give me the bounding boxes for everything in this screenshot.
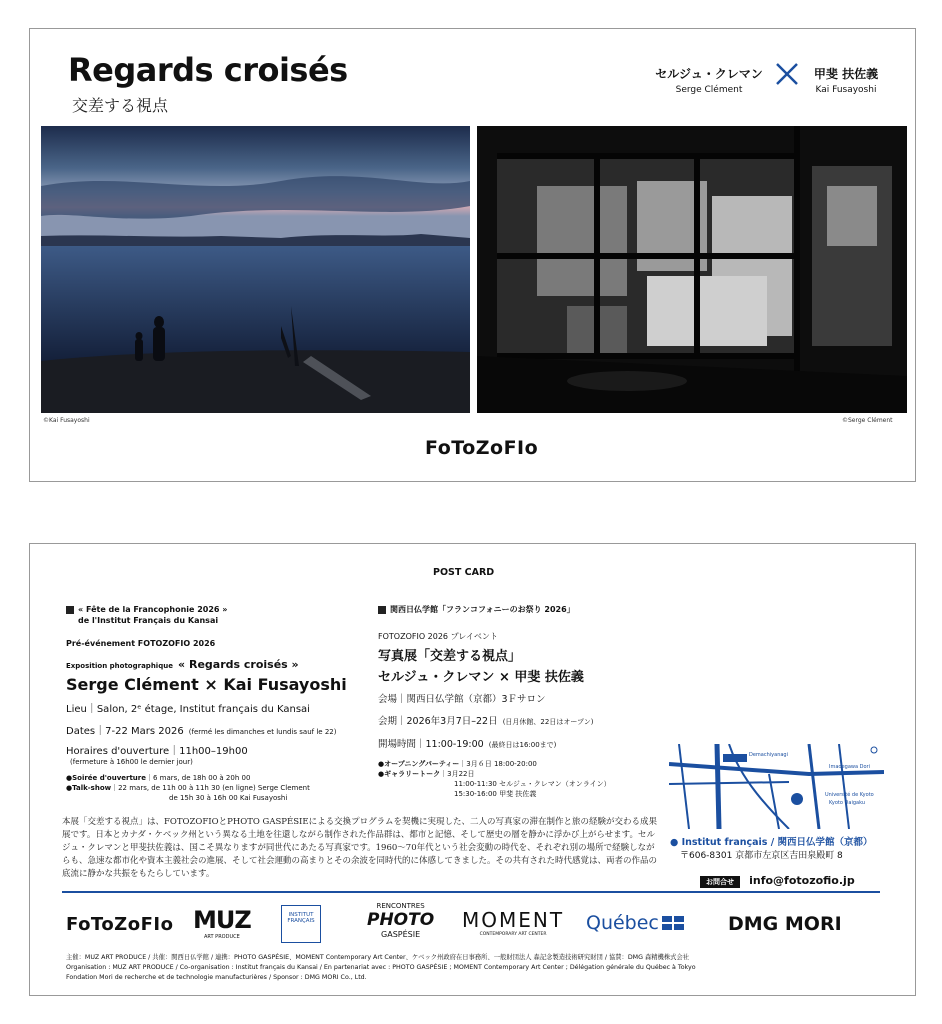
sponsor-dmg-mori: DMG MORI	[728, 913, 842, 935]
footer-fr2: Fondation Mori de recherche et de technologie manufacturières / Sponsor : DMG MORI Co., Ltd.	[66, 974, 367, 981]
fr-talk1: ｜22 mars, de 11h 00 à 11h 30 (en ligne) Serge Clement	[111, 784, 310, 792]
muz-sub: ART PRODUCE	[204, 934, 240, 940]
artist-left-jp: セルジュ・クレマン	[655, 67, 763, 81]
access-map	[669, 744, 884, 829]
muz-logo-text: MUZ	[193, 906, 251, 934]
artist-right	[800, 65, 892, 95]
fr-dates-note: (fermé les dimanches et lundis sauf le 22)	[188, 728, 337, 736]
jp-expo: 写真展「交差する視点」	[378, 649, 522, 664]
japanese-info	[378, 604, 678, 799]
fr-expo-title: « Regards croisés »	[178, 658, 299, 671]
exhibition-subtitle: 交差する視点	[72, 96, 169, 115]
artist-right-jp: 甲斐 扶佐義	[813, 67, 879, 81]
map-label-imadegawa: Imadegawa Dori	[829, 764, 870, 770]
jp-period: 会期｜2026年3月7日–22日	[378, 716, 498, 727]
jp-party: ｜3月６日 18:00-20:00	[459, 760, 537, 768]
artist-left	[648, 65, 770, 95]
jp-period-note: (日月休館、22日はオープン)	[502, 718, 594, 726]
footer-fr1: Organisation : MUZ ART PRODUCE / Co-organisation : Institut français du Kansai / En partenariat avec : PHOTO GASPÉSIE ; MOMENT Contemporary Art Center ; Délégation générale du Québec à Tokyo	[66, 964, 696, 971]
french-info	[66, 604, 396, 803]
fr-hours-note: (fermeture à 16h00 le dernier jour)	[70, 758, 193, 766]
address-title: ● Institut français / 関西日仏学館（京都）	[670, 837, 873, 848]
fr-lieu: Lieu｜Salon, 2ᵉ étage, Institut français du Kansai	[66, 704, 310, 715]
jp-talk-label: ●ギャラリートーク	[378, 770, 441, 778]
gaspesie: GASPÉSIE	[381, 930, 421, 939]
fr-talk-label: ●Talk-show	[66, 784, 112, 792]
cross-icon	[775, 62, 799, 86]
fotozofio-logo: FoToZoFIo	[425, 437, 539, 459]
fr-pre: Pré-événement FOTOZOFIO 2026	[66, 639, 216, 648]
photo-lake-dusk	[41, 126, 470, 413]
sponsor-institut	[281, 905, 321, 943]
jp-hours-note: (最終日は16:00まで)	[488, 741, 557, 749]
institut-line2: FRANÇAIS	[287, 918, 315, 924]
quebec-flag-icon	[662, 916, 684, 930]
contact-label: お問合せ	[700, 876, 740, 888]
divider-rule	[62, 891, 880, 893]
sponsor-photo-gaspesie	[367, 902, 434, 939]
jp-talk1: 11:00-11:30 セルジュ・クレマン（オンライン）	[454, 780, 611, 788]
photo: PHOTO	[367, 910, 435, 930]
address: 〒606-8301 京都市左京区吉田泉殿町 8	[680, 851, 843, 861]
sponsor-fotozofio: FoToZoFIo	[66, 914, 174, 935]
institut-line1: INSTITUT	[288, 912, 314, 918]
credit-right: ©Serge Clément	[842, 417, 893, 424]
fr-talk2: de 15h 30 à 16h 00 Kai Fusayoshi	[169, 794, 288, 802]
credits-footer	[66, 953, 916, 983]
contact-email[interactable]: info@fotozofio.jp	[749, 874, 855, 887]
quebec: Québec	[586, 912, 659, 934]
artist-left-fr: Serge Clément	[675, 85, 743, 95]
map-label-demachiyanagi: Demachiyanagi	[749, 752, 788, 758]
postcard-back	[29, 543, 916, 996]
jp-venue: 会場｜関西日仏学館（京都）3Ｆサロン	[378, 694, 546, 705]
sponsor-moment	[462, 908, 564, 937]
fr-dates: Dates｜7-22 Mars 2026	[66, 726, 184, 737]
postcard-heading: POST CARD	[433, 567, 495, 578]
fr-expo-label: Exposition photographique	[66, 662, 173, 670]
jp-artists: セルジュ・クレマン × 甲斐 扶佐義	[378, 670, 584, 685]
photo-interior-window	[477, 126, 907, 413]
jp-section: 関西日仏学館「フランコフォニーのお祭り 2026」	[390, 605, 575, 614]
fr-section2: de l'Institut Français du Kansai	[78, 616, 219, 625]
exhibition-title: Regards croisés	[68, 51, 348, 89]
jp-party-label: ●オープニングパーティー	[378, 760, 460, 768]
map-label-univ: Université de Kyoto	[825, 792, 874, 798]
rencontres: RENCONTRES	[376, 902, 425, 910]
description-paragraph: 本展「交差する視点」は、FOTOZOFIOとPHOTO GASPÉSIEによる交換プログラムを契機に実現した、二人の写真家の滞在制作と旅の経験が交わる成果展です。日本とカナダ・ケベック州という異なる土地を往還しながら制作された作品群は、都市と記憶、そして歴史の層を静かに浮かび上がらせます。セルジュ・クレマンと甲斐扶佐義は、国こそ異なりますが同世代にあたる写真家です。1960〜70年代という社会変動の時代を、それぞれ別の場所で経験しながらも、急速な都市化や資本主義社会の進展、そして社会運動の高まりとその余波を同時代的に体感してきました。その共有された時代感覚は、両者の作品の底流に静かな共振をもたらしています。	[62, 817, 658, 879]
bullet-square	[66, 606, 74, 614]
fr-section: « Fête de la Francophonie 2026 »	[78, 605, 228, 614]
fr-soiree-label: ●Soirée d'ouverture	[66, 774, 146, 782]
fr-hours: Horaires d'ouverture｜11h00–19h00	[66, 746, 248, 757]
jp-hours: 開場時間｜11:00-19:00	[378, 739, 484, 750]
bullet-square	[378, 606, 386, 614]
contact	[700, 869, 855, 888]
moment-sub: CONTEMPORARY ART CENTER	[479, 932, 547, 937]
artist-right-fr: Kai Fusayoshi	[815, 85, 877, 95]
map-label-kyodai: Kyoto Daigaku	[829, 800, 865, 806]
postcard-front	[29, 28, 916, 482]
footer-jp: 主催：MUZ ART PRODUCE / 共催：関西日仏学館 / 連携：PHOTO GASPÉSIE、MOMENT Contemporary Art Center、ケベック州政府在日事務所、一般財団法人 森記念製造技術研究財団 / 協賛：DMG 森精機株式会社	[66, 954, 690, 961]
sponsor-quebec	[586, 912, 684, 934]
jp-talk: ｜3月22日	[440, 770, 475, 778]
fr-soiree: ｜6 mars, de 18h 00 à 20h 00	[145, 774, 251, 782]
jp-talk2: 15:30-16:00 甲斐 扶佐義	[454, 790, 537, 798]
moment: MOMENT	[462, 908, 565, 932]
jp-pre: FOTOZOFIO 2026 プレイベント	[378, 632, 498, 641]
credit-left: ©Kai Fusayoshi	[43, 417, 90, 424]
sponsor-muz	[193, 906, 251, 940]
fr-artists: Serge Clément × Kai Fusayoshi	[66, 675, 347, 694]
